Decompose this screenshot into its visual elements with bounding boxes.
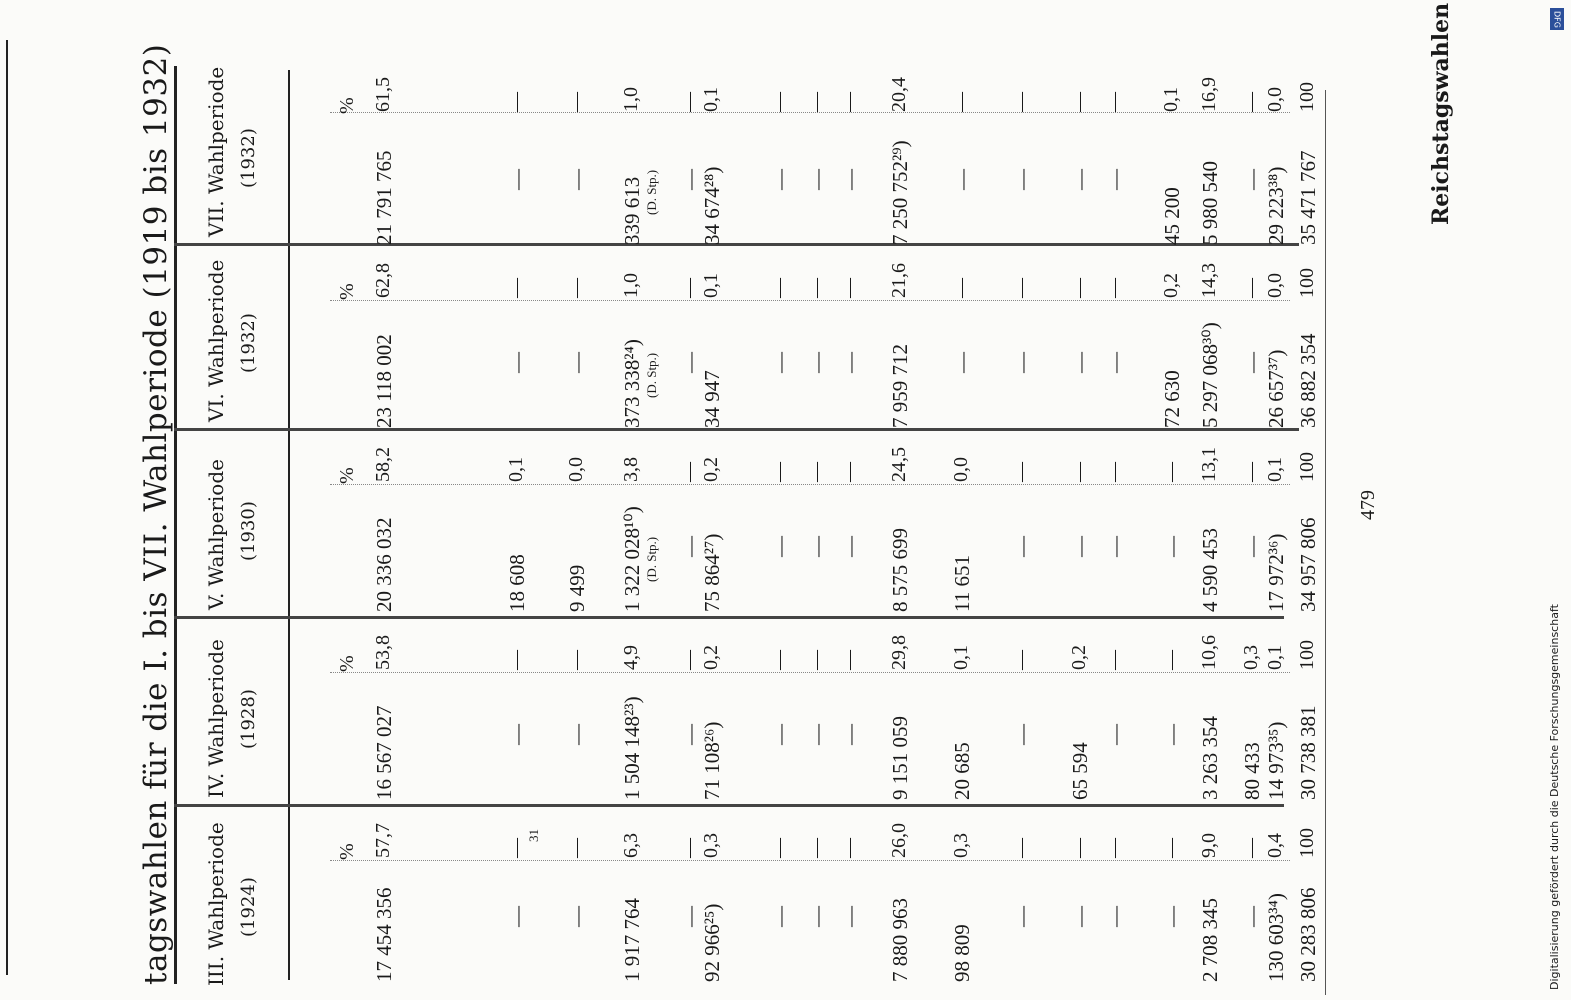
percent-cell: 0,0 <box>1264 273 1286 298</box>
percent-cell: 0,3 <box>950 833 972 858</box>
value-cell: — <box>1010 906 1034 927</box>
dfg-badge-text: DFG <box>1552 10 1562 28</box>
percent-cell: — <box>1240 92 1262 112</box>
value-cell: — <box>768 169 792 190</box>
value-cell: — <box>678 352 702 373</box>
percent-cell: — <box>678 650 700 670</box>
value-cell: 5 980 540 <box>1198 161 1222 245</box>
value-cell: 5 297 068³⁰) <box>1198 322 1222 428</box>
percent-cell: — <box>838 838 860 858</box>
col-sep-4 <box>174 243 1299 246</box>
value-cell: — <box>565 906 589 927</box>
value-cell: 16 567 027 <box>372 705 396 800</box>
percent-cell: — <box>1010 92 1032 112</box>
value-cell: — <box>1103 724 1127 745</box>
value-cell: 34 957 806 <box>1296 517 1320 612</box>
percent-cell: — <box>565 838 587 858</box>
value-cell: — <box>805 352 829 373</box>
percent-cell: — <box>805 92 827 112</box>
percent-cell: 0,2 <box>1160 273 1182 298</box>
pct-header-3: % <box>336 843 358 860</box>
percent-cell: 14,3 <box>1198 263 1220 298</box>
value-cell: 98 809 <box>950 924 974 982</box>
value-cell: 30 738 381 <box>1296 705 1320 800</box>
percent-cell: — <box>805 838 827 858</box>
percent-cell: — <box>565 278 587 298</box>
value-cell: 34 947 <box>700 370 724 428</box>
percent-cell: — <box>1103 650 1125 670</box>
percent-cell: — <box>1103 838 1125 858</box>
value-cell: — <box>950 169 974 190</box>
percent-cell: 0,1 <box>1264 645 1286 670</box>
digitization-credit: Digitalisierung gefördert durch die Deutsche Forschungsgemeinschaft <box>1548 604 1561 990</box>
pct-sep-3 <box>330 484 1290 485</box>
percent-cell: — <box>678 462 700 482</box>
percent-cell: 100 <box>1296 452 1318 482</box>
value-cell: — <box>1160 536 1184 557</box>
value-cell: — <box>1068 169 1092 190</box>
value-cell: — <box>678 724 702 745</box>
value-cell: 20 336 032 <box>372 517 396 612</box>
percent-cell: — <box>950 278 972 298</box>
percent-cell: 13,1 <box>1198 447 1220 482</box>
percent-cell: 57,7 <box>372 823 394 858</box>
value-cell: 7 880 963 <box>888 898 912 982</box>
value-cell: — <box>838 906 862 927</box>
percent-cell: 0,1 <box>505 457 527 482</box>
percent-cell: 53,8 <box>372 635 394 670</box>
value-cell: — <box>838 536 862 557</box>
value-cell: — <box>1010 536 1034 557</box>
value-cell: — <box>678 536 702 557</box>
percent-cell: — <box>1010 462 1032 482</box>
pct-header-5: % <box>336 467 358 484</box>
percent-cell: — <box>1103 462 1125 482</box>
pct-sep-1 <box>330 860 1290 861</box>
value-cell: 20 685 <box>950 742 974 800</box>
percent-cell: 100 <box>1296 82 1318 112</box>
value-cell: — <box>1160 724 1184 745</box>
percent-cell: — <box>805 650 827 670</box>
percent-cell: 61,5 <box>372 77 394 112</box>
percent-cell: 0,0 <box>950 457 972 482</box>
percent-cell: — <box>838 92 860 112</box>
pct-sep-2 <box>330 672 1290 673</box>
percent-cell: 16,9 <box>1198 77 1220 112</box>
period-year-4: (1928) <box>238 689 259 749</box>
period-year-5: (1930) <box>238 501 259 561</box>
percent-cell: 62,8 <box>372 263 394 298</box>
value-cell: — <box>1068 536 1092 557</box>
table-title: tagswahlen für die I. bis VII. Wahlperiode (1919 bis 1932) <box>138 43 174 985</box>
value-cell: 11 651 <box>950 555 974 612</box>
percent-cell: — <box>805 462 827 482</box>
value-cell: 7 959 712 <box>888 344 912 428</box>
value-cell: — <box>678 906 702 927</box>
percent-cell: — <box>678 838 700 858</box>
value-cell: 45 200 <box>1160 187 1184 245</box>
percent-cell: 1,0 <box>620 87 642 112</box>
value-cell: 26 657³⁷) <box>1264 349 1288 428</box>
col-sep-3 <box>174 428 1299 431</box>
value-cell: — <box>1103 906 1127 927</box>
value-cell: 4 590 453 <box>1198 528 1222 612</box>
percent-cell: 1,0 <box>620 273 642 298</box>
value-cell: 75 864²⁷) <box>700 533 724 612</box>
percent-cell: 4,9 <box>620 645 642 670</box>
value-cell: 34 674²⁸) <box>700 166 724 245</box>
value-cell: — <box>1240 906 1264 927</box>
percent-cell: 24,5 <box>888 447 910 482</box>
percent-cell: — <box>768 838 790 858</box>
percent-cell: 58,2 <box>372 447 394 482</box>
table-top-rule <box>174 66 177 984</box>
percent-cell: 0,1 <box>700 87 722 112</box>
value-cell: — <box>838 169 862 190</box>
value-cell: — <box>1010 352 1034 373</box>
percent-cell: — <box>1160 838 1182 858</box>
party-note: (D. Stp.) <box>644 352 659 398</box>
percent-cell: — <box>838 650 860 670</box>
value-cell: 23 118 002 <box>372 334 396 428</box>
col-sep-2 <box>174 616 1284 619</box>
value-cell: — <box>768 536 792 557</box>
percent-cell: 0,2 <box>1068 645 1090 670</box>
percent-cell: — <box>838 278 860 298</box>
percent-cell: — <box>805 278 827 298</box>
value-cell: 1 504 148²³) <box>620 696 644 800</box>
page-number: 479 <box>1357 490 1379 520</box>
percent-cell: — <box>1240 838 1262 858</box>
value-cell: — <box>838 352 862 373</box>
percent-cell: — <box>1240 278 1262 298</box>
percent-cell: — <box>1068 278 1090 298</box>
value-cell: 1 322 028¹⁰) <box>620 506 644 612</box>
value-cell: — <box>1103 352 1127 373</box>
dfg-badge <box>1550 8 1564 30</box>
period-year-3: (1924) <box>238 877 259 937</box>
value-cell: — <box>678 169 702 190</box>
value-cell: — <box>1010 724 1034 745</box>
percent-cell: — <box>505 838 527 858</box>
value-cell: — <box>838 724 862 745</box>
percent-cell: — <box>1010 278 1032 298</box>
value-cell: — <box>1068 906 1092 927</box>
col-sep-1 <box>174 804 1284 807</box>
value-cell: 9 151 059 <box>888 716 912 800</box>
value-cell: 339 613 <box>620 176 644 245</box>
value-cell: — <box>565 169 589 190</box>
percent-cell: — <box>505 278 527 298</box>
pct-header-4: % <box>336 655 358 672</box>
percent-cell: — <box>1103 278 1125 298</box>
value-cell: — <box>1240 169 1264 190</box>
percent-cell: 0,1 <box>1264 457 1286 482</box>
value-cell: 1 917 764 <box>620 898 644 982</box>
percent-cell: 0,1 <box>950 645 972 670</box>
value-cell: — <box>768 724 792 745</box>
page-edge-line <box>6 40 8 975</box>
percent-cell: — <box>838 462 860 482</box>
value-cell: 29 223³⁸) <box>1264 166 1288 245</box>
percent-cell: 9,0 <box>1198 833 1220 858</box>
period-header-4: IV. Wahlperiode <box>204 639 228 798</box>
value-cell: — <box>505 724 529 745</box>
percent-cell: — <box>768 278 790 298</box>
value-cell: 72 630 <box>1160 370 1184 428</box>
percent-cell: 0,1 <box>1160 87 1182 112</box>
percent-cell: 21,6 <box>888 263 910 298</box>
value-cell: — <box>505 169 529 190</box>
period-header-3: III. Wahlperiode <box>204 822 228 986</box>
value-cell: 71 108²⁶) <box>700 721 724 800</box>
value-cell: 7 250 752²⁹) <box>888 140 912 245</box>
percent-cell: 100 <box>1296 640 1318 670</box>
value-cell: — <box>1068 352 1092 373</box>
pct-sep-5 <box>330 112 1290 113</box>
value-cell: 8 575 699 <box>888 528 912 612</box>
table-header-rule <box>288 70 290 980</box>
period-header-5: V. Wahlperiode <box>204 459 228 610</box>
party-note: (D. Stp.) <box>644 169 659 215</box>
pct-header-7: % <box>336 97 358 114</box>
value-cell: — <box>1160 906 1184 927</box>
percent-cell: — <box>768 462 790 482</box>
period-year-7: (1932) <box>238 128 259 188</box>
value-cell: 18 608 <box>505 554 529 612</box>
percent-cell: 20,4 <box>888 77 910 112</box>
value-cell: — <box>565 352 589 373</box>
percent-cell: 0,3 <box>700 833 722 858</box>
party-note: (D. Stp.) <box>644 536 659 582</box>
percent-cell: 10,6 <box>1198 635 1220 670</box>
percent-cell: — <box>1103 92 1125 112</box>
value-cell: 80 433 <box>1240 742 1264 800</box>
value-cell: 21 791 765 <box>372 150 396 245</box>
value-cell: — <box>805 536 829 557</box>
value-cell: — <box>1103 169 1127 190</box>
percent-cell: — <box>950 92 972 112</box>
percent-cell: — <box>1160 650 1182 670</box>
percent-cell: 0,4 <box>1264 833 1286 858</box>
percent-cell: 0,1 <box>700 273 722 298</box>
percent-cell: — <box>565 650 587 670</box>
value-cell: — <box>768 906 792 927</box>
percent-cell: 0,2 <box>700 457 722 482</box>
percent-cell: — <box>1160 462 1182 482</box>
percent-cell: — <box>678 92 700 112</box>
period-year-6: (1932) <box>238 313 259 373</box>
percent-cell: — <box>505 92 527 112</box>
value-cell: 17 454 356 <box>372 887 396 982</box>
value-cell: — <box>505 352 529 373</box>
percent-cell: 100 <box>1296 268 1318 298</box>
percent-cell: 6,3 <box>620 833 642 858</box>
value-cell: 2 708 345 <box>1198 898 1222 982</box>
value-cell: — <box>805 724 829 745</box>
value-cell: — <box>805 169 829 190</box>
percent-cell: 29,8 <box>888 635 910 670</box>
percent-cell: 0,0 <box>565 457 587 482</box>
percent-cell: 0,2 <box>700 645 722 670</box>
value-cell: — <box>1103 536 1127 557</box>
percent-cell: — <box>768 650 790 670</box>
value-cell: — <box>1240 352 1264 373</box>
value-cell: 36 882 354 <box>1296 333 1320 428</box>
percent-cell: 26,0 <box>888 823 910 858</box>
pct-sep-4 <box>330 300 1290 301</box>
value-cell: — <box>768 352 792 373</box>
value-cell: — <box>1010 169 1034 190</box>
pct-header-6: % <box>336 283 358 300</box>
percent-cell: — <box>1010 650 1032 670</box>
percent-cell: — <box>1010 838 1032 858</box>
value-cell: 30 283 806 <box>1296 887 1320 982</box>
percent-cell: — <box>1068 838 1090 858</box>
value-cell: — <box>950 352 974 373</box>
value-cell: 3 263 354 <box>1198 716 1222 800</box>
value-cell: — <box>565 724 589 745</box>
value-cell: — <box>505 906 529 927</box>
percent-cell: 100 <box>1296 828 1318 858</box>
value-cell: 14 973³⁵) <box>1264 721 1288 800</box>
value-cell: — <box>1240 536 1264 557</box>
percent-cell: — <box>768 92 790 112</box>
percent-cell: 0,0 <box>1264 87 1286 112</box>
value-cell: 92 966²⁵) <box>700 903 724 982</box>
period-header-6: VI. Wahlperiode <box>204 259 228 422</box>
percent-cell: — <box>565 92 587 112</box>
percent-cell: — <box>1240 462 1262 482</box>
value-cell: 373 338²⁴) <box>620 339 644 428</box>
table-bottom-rule <box>1325 90 1326 995</box>
value-cell: 17 972³⁶) <box>1264 533 1288 612</box>
running-head: Reichstagswahlen <box>1428 2 1454 225</box>
value-cell: 9 499 <box>565 564 589 612</box>
percent-cell: — <box>1068 462 1090 482</box>
value-cell: 130 603³⁴) <box>1264 893 1288 982</box>
period-header-7: VII. Wahlperiode <box>204 66 228 237</box>
value-cell: — <box>805 906 829 927</box>
signature-mark: 31 <box>526 829 541 842</box>
percent-cell: — <box>678 278 700 298</box>
percent-cell: 3,8 <box>620 457 642 482</box>
percent-cell: — <box>505 650 527 670</box>
value-cell: 35 471 767 <box>1296 150 1320 245</box>
percent-cell: 0,3 <box>1240 645 1262 670</box>
percent-cell: — <box>1068 92 1090 112</box>
value-cell: 65 594 <box>1068 742 1092 800</box>
